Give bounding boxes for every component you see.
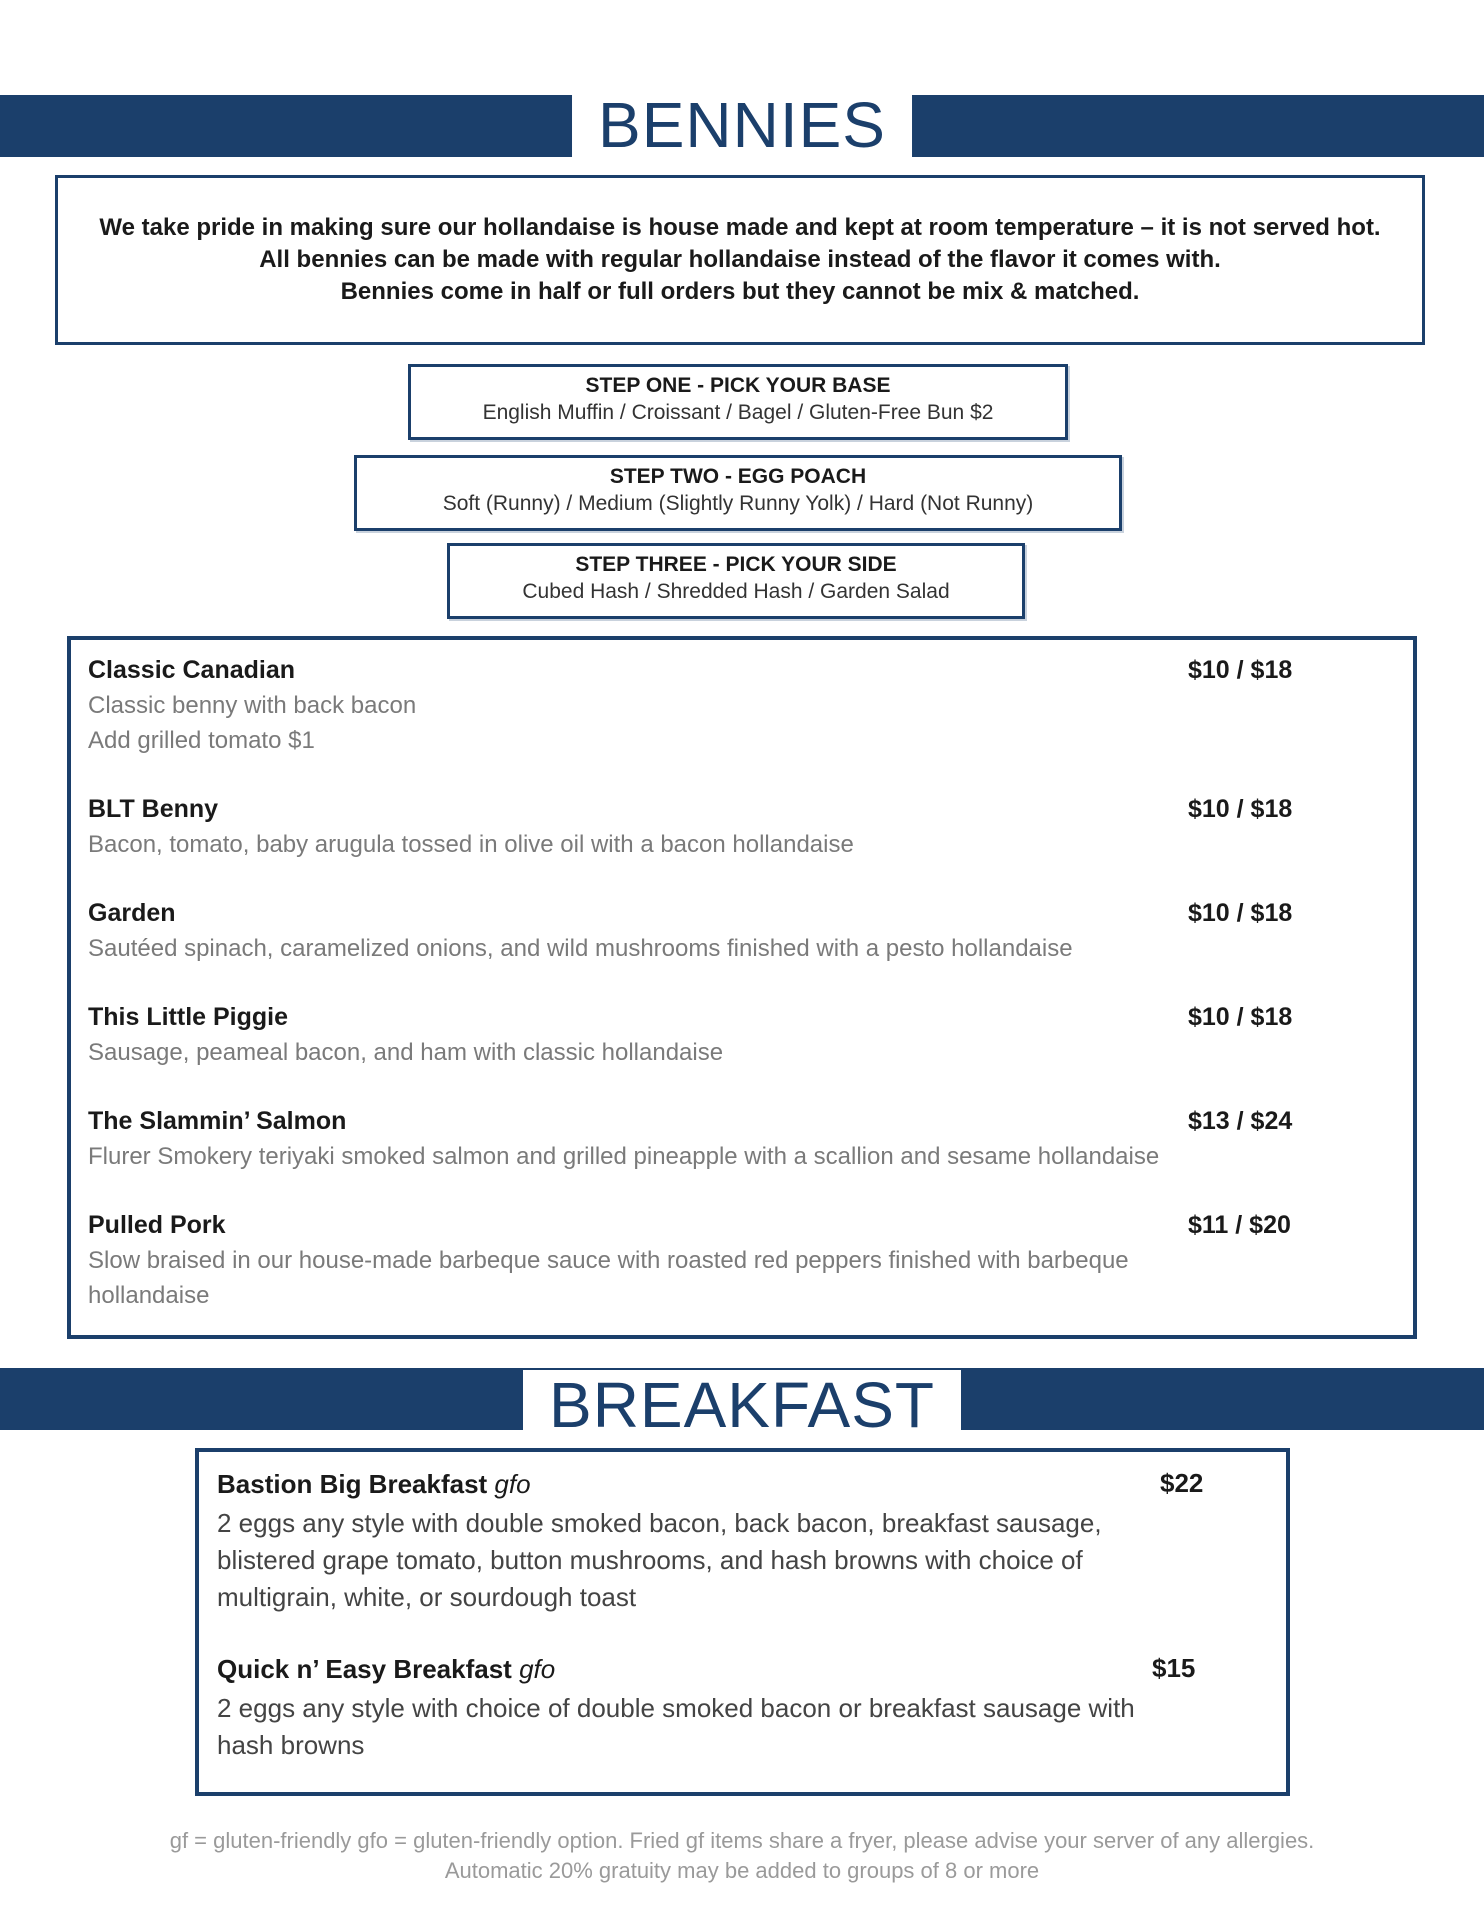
notice-line-2: All bennies can be made with regular hollandaise instead of the flavor it comes with. bbox=[259, 246, 1221, 273]
item-description-line: Sautéed spinach, caramelized onions, and wild mushrooms finished with a pesto hollandaise bbox=[88, 935, 1073, 962]
hollandaise-notice bbox=[55, 175, 1425, 345]
notice-line-3: Bennies come in half or full orders but they cannot be mix & matched. bbox=[340, 278, 1140, 305]
item-name: The Slammin’ Salmon bbox=[88, 1107, 347, 1135]
item-name: Pulled Pork bbox=[88, 1211, 226, 1239]
step-three-title: STEP THREE - PICK YOUR SIDE bbox=[575, 553, 897, 576]
footer-allergy-note: gf = gluten-friendly gfo = gluten-friendly option. Fried gf items share a fryer, please advise your server of any allergies. bbox=[169, 1828, 1315, 1853]
bennies-menu-box bbox=[67, 636, 1417, 1339]
item-description-line: 2 eggs any style with double smoked bacon, back bacon, breakfast sausage, bbox=[217, 1508, 1102, 1538]
step-one-box bbox=[408, 364, 1068, 440]
item-name-text: Quick n’ Easy Breakfast bbox=[217, 1654, 512, 1684]
item-price: $10 / $18 bbox=[1188, 656, 1293, 684]
item-name: Classic Canadian bbox=[88, 656, 296, 684]
item-price: $22 bbox=[1160, 1468, 1204, 1498]
step-two-options: Soft (Runny) / Medium (Slightly Runny Yolk) / Hard (Not Runny) bbox=[442, 492, 1034, 515]
item-description-line: Bacon, tomato, baby arugula tossed in olive oil with a bacon hollandaise bbox=[88, 831, 854, 858]
menu-item bbox=[217, 1467, 1267, 1617]
step-two-title: STEP TWO - EGG POACH bbox=[609, 465, 867, 488]
item-description bbox=[88, 827, 854, 862]
breakfast-menu-box bbox=[195, 1448, 1290, 1796]
item-description-line: Classic benny with back bacon bbox=[88, 692, 417, 719]
menu-item bbox=[88, 1105, 1398, 1175]
item-description-line: blistered grape tomato, button mushrooms, and hash browns with choice of bbox=[217, 1545, 1083, 1575]
menu-item bbox=[88, 1209, 1398, 1319]
item-price: $10 / $18 bbox=[1188, 795, 1293, 823]
item-name: Garden bbox=[88, 899, 176, 927]
item-name: This Little Piggie bbox=[88, 1003, 289, 1031]
item-name bbox=[217, 1467, 531, 1501]
menu-item bbox=[217, 1652, 1267, 1772]
step-three-options: Cubed Hash / Shredded Hash / Garden Salad bbox=[522, 580, 950, 603]
menu-item bbox=[88, 1001, 1398, 1071]
menu-item bbox=[88, 654, 1398, 754]
item-description bbox=[88, 931, 1073, 966]
item-description-line: hash browns bbox=[217, 1730, 365, 1760]
item-description-line: Flurer Smokery teriyaki smoked salmon and grilled pineapple with a scallion and sesame hollandaise bbox=[88, 1143, 1160, 1170]
item-description bbox=[88, 1035, 723, 1070]
item-description-line: hollandaise bbox=[88, 1282, 210, 1309]
footer-note bbox=[0, 1826, 1484, 1886]
item-description-line: Add grilled tomato $1 bbox=[88, 727, 315, 754]
item-price: $13 / $24 bbox=[1188, 1107, 1293, 1135]
item-description bbox=[88, 1243, 1129, 1313]
item-description-line: 2 eggs any style with choice of double smoked bacon or breakfast sausage with bbox=[217, 1693, 1135, 1723]
gluten-option-tag: gfo bbox=[494, 1469, 531, 1499]
item-price: $15 bbox=[1152, 1653, 1196, 1683]
item-description bbox=[88, 688, 416, 758]
item-name-text: Bastion Big Breakfast bbox=[217, 1469, 488, 1499]
item-name bbox=[217, 1652, 555, 1686]
step-one-options: English Muffin / Croissant / Bagel / Gluten-Free Bun $2 bbox=[482, 401, 994, 424]
notice-line-1: We take pride in making sure our hollandaise is house made and kept at room temperature – it is not served hot. bbox=[99, 214, 1381, 241]
menu-item bbox=[88, 897, 1398, 967]
item-description-line: Slow braised in our house-made barbeque sauce with roasted red peppers finished with barbeque bbox=[88, 1247, 1129, 1274]
menu-item bbox=[88, 793, 1398, 863]
item-description bbox=[217, 1690, 1135, 1764]
gluten-option-tag: gfo bbox=[519, 1654, 556, 1684]
step-two-box bbox=[354, 455, 1122, 531]
footer-gratuity-note: Automatic 20% gratuity may be added to groups of 8 or more bbox=[444, 1858, 1040, 1883]
item-description bbox=[88, 1139, 1159, 1174]
step-one-title: STEP ONE - PICK YOUR BASE bbox=[585, 374, 891, 397]
item-price: $10 / $18 bbox=[1188, 899, 1293, 927]
step-three-box bbox=[447, 543, 1025, 619]
item-name: BLT Benny bbox=[88, 795, 219, 823]
item-price: $10 / $18 bbox=[1188, 1003, 1293, 1031]
bennies-title: BENNIES bbox=[572, 90, 912, 160]
item-description-line: Sausage, peameal bacon, and ham with classic hollandaise bbox=[88, 1039, 724, 1066]
breakfast-title: BREAKFAST bbox=[523, 1370, 961, 1440]
item-description-line: multigrain, white, or sourdough toast bbox=[217, 1582, 637, 1612]
item-price: $11 / $20 bbox=[1188, 1211, 1291, 1239]
item-description bbox=[217, 1505, 1102, 1616]
